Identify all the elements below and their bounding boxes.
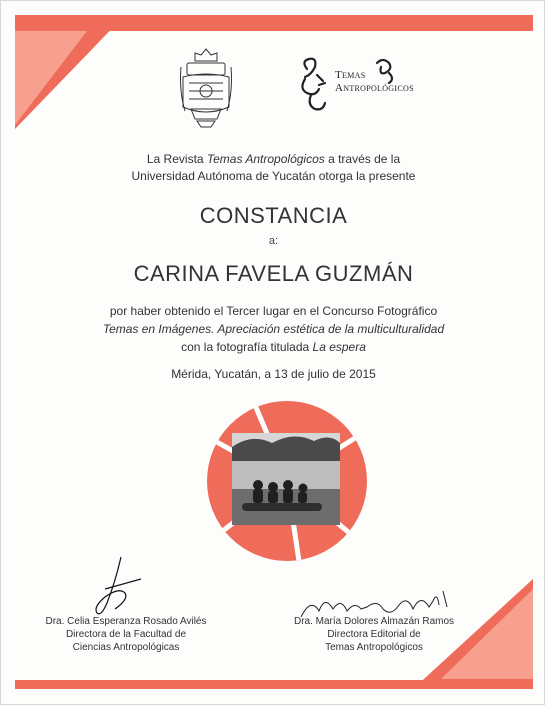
intro-prefix: La Revista bbox=[146, 152, 207, 166]
certificate-title: CONSTANCIA bbox=[199, 203, 348, 228]
signatory-left-role2: Ciencias Antropológicas bbox=[72, 642, 180, 653]
photo-title: La espera bbox=[312, 340, 366, 354]
aperture-photo-emblem bbox=[202, 381, 372, 581]
signatory-right-name: Dra. María Dolores Almazán Ramos bbox=[293, 616, 455, 627]
photo-la-espera bbox=[232, 433, 340, 525]
signatory-right-role1: Directora Editorial de bbox=[327, 629, 421, 640]
signatory-right bbox=[269, 615, 479, 654]
temas-logo-line2: Antropológicos bbox=[335, 82, 414, 94]
signature-left bbox=[85, 553, 145, 623]
signatory-right-role2: Temas Antropológicos bbox=[325, 642, 423, 653]
signatory-left-name: Dra. Celia Esperanza Rosado Avilés bbox=[45, 616, 207, 627]
uady-seal-logo bbox=[177, 47, 235, 129]
temas-logo-text bbox=[335, 69, 414, 95]
journal-name: Temas Antropológicos bbox=[206, 152, 325, 166]
reason-line-2 bbox=[1, 320, 545, 338]
place-date: Mérida, Yucatán, a 13 de julio de 2015 bbox=[171, 367, 376, 381]
photo-prefix: con la fotografía titulada bbox=[181, 340, 313, 354]
award-reason bbox=[1, 302, 545, 356]
reason-line-3 bbox=[1, 338, 545, 356]
signatory-left bbox=[21, 615, 231, 654]
intro-suffix: a través de la bbox=[324, 152, 401, 166]
contest-name: Temas en Imágenes. Apreciación estética de la multiculturalidad bbox=[102, 322, 445, 336]
reason-line-1: por haber obtenido el Tercer lugar en el Concurso Fotográfico bbox=[109, 304, 438, 318]
to-label: a: bbox=[268, 235, 279, 247]
signatory-left-role1: Directora de la Facultad de bbox=[65, 629, 187, 640]
recipient-name: CARINA FAVELA GUZMÁN bbox=[133, 261, 414, 286]
top-left-corner-decoration bbox=[15, 15, 125, 129]
intro-text bbox=[1, 151, 545, 185]
intro-line-1 bbox=[1, 151, 545, 168]
intro-line-2: Universidad Autónoma de Yucatán otorga la presente bbox=[131, 169, 416, 183]
temas-logo-line1: Temas bbox=[335, 69, 366, 81]
